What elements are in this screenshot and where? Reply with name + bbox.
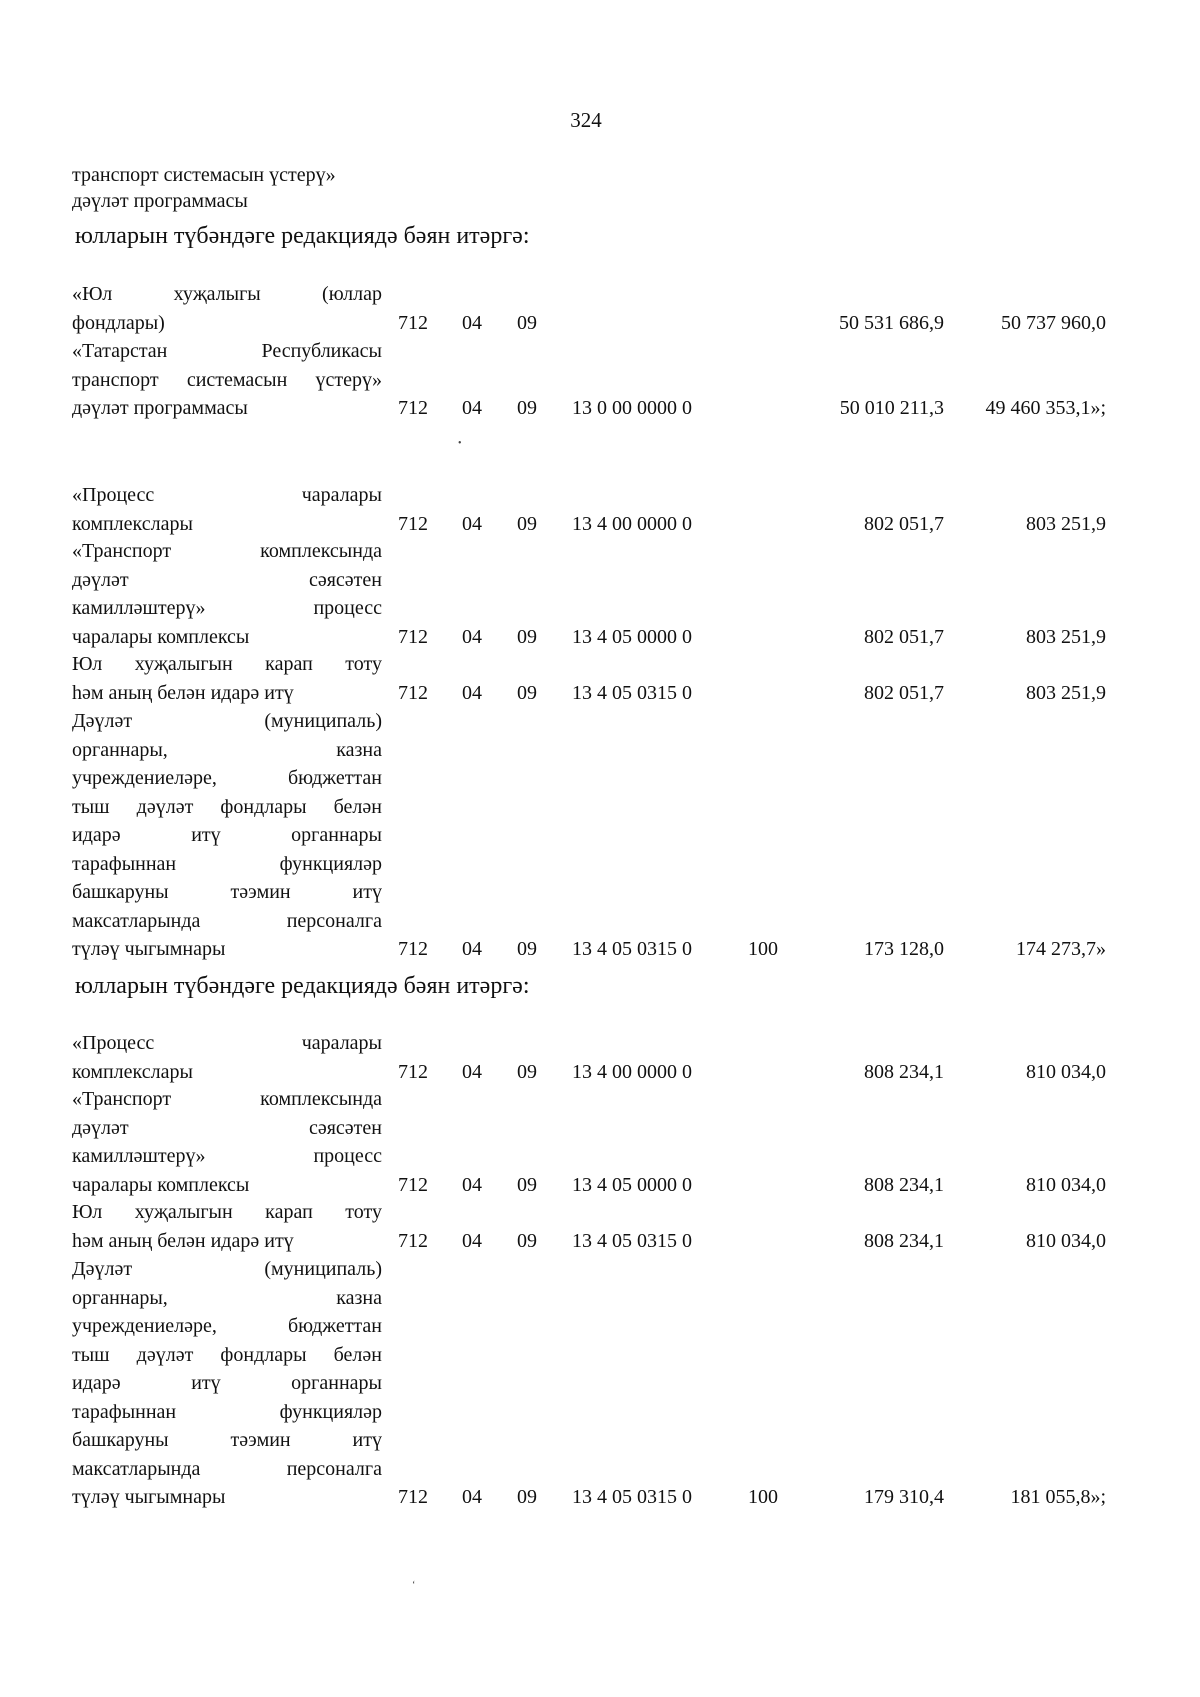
table-row (0, 481, 1200, 538)
cell-csr: 13 0 00 0000 0 (572, 397, 692, 419)
row-label (72, 1085, 382, 1199)
row-label-line: «Процесс чаралары (72, 484, 382, 506)
cell-sub: 09 (517, 397, 537, 419)
cell-v1: 802 051,7 (864, 681, 944, 704)
row-label-line: комплекслары (72, 1060, 193, 1083)
cell-v2: 49 460 353,1»; (985, 397, 1106, 419)
cell-v1: 179 310,4 (864, 1486, 944, 1508)
cell-sub: 09 (517, 311, 537, 334)
row-label (72, 650, 382, 707)
row-label-line: дәүләт сәясәтен (72, 568, 382, 591)
row-label-line: Дәүләт (муниципаль) (72, 1258, 382, 1280)
row-label-line: «Юл хуҗалыгы (юллар (72, 283, 382, 305)
cell-sec: 04 (462, 1173, 482, 1196)
cell-sec: 04 (462, 1229, 482, 1252)
cell-v2: 50 737 960,0 (1001, 311, 1106, 334)
row-label (72, 1255, 382, 1512)
row-label-line: «Транспорт комплексында (72, 540, 382, 562)
cell-adm: 712 (398, 1060, 428, 1083)
table-row (0, 1255, 1200, 1512)
cell-adm: 712 (398, 397, 428, 419)
cell-csr: 13 4 05 0315 0 (572, 938, 692, 960)
cell-csr: 13 4 05 0000 0 (572, 625, 692, 648)
cell-v2: 803 251,9 (1026, 512, 1106, 535)
cell-v2: 174 273,7» (1016, 938, 1106, 960)
cell-v1: 50 531 686,9 (839, 311, 944, 334)
row-label-line: «Татарстан Республикасы (72, 340, 382, 362)
cell-sub: 09 (517, 1173, 537, 1196)
table-row (0, 650, 1200, 707)
row-label-line: камилләштерү» процесс (72, 1145, 382, 1167)
row-label-line: органнары, казна (72, 738, 382, 761)
row-label (72, 707, 382, 964)
row-label-line: чаралары комплексы (72, 625, 250, 648)
table-row (0, 1029, 1200, 1086)
row-label (72, 1029, 382, 1086)
cell-adm: 712 (398, 512, 428, 535)
cell-sec: 04 (462, 681, 482, 704)
row-label-line: башкаруны тәэмин итү (72, 1429, 382, 1451)
section-heading-1: юлларын түбәндәге редакциядә бәян итәргә: (75, 223, 530, 249)
cell-csr: 13 4 05 0315 0 (572, 1486, 692, 1508)
cell-sec: 04 (462, 512, 482, 535)
row-label-line: идарә итү органнары (72, 824, 382, 846)
page-number: 324 (570, 108, 602, 132)
row-label-line: фондлары) (72, 311, 165, 334)
row-label-line: түләү чыгымнары (72, 938, 226, 960)
cell-sec: 04 (462, 1486, 482, 1508)
row-label-line: Юл хуҗалыгын карап тоту (72, 653, 382, 675)
row-label-line: «Процесс чаралары (72, 1032, 382, 1054)
cell-adm: 712 (398, 938, 428, 960)
row-label-line: Юл хуҗалыгын карап тоту (72, 1201, 382, 1223)
row-label-line: башкаруны тәэмин итү (72, 881, 382, 903)
table-row (0, 1085, 1200, 1199)
row-label-line: Дәүләт (муниципаль) (72, 710, 382, 732)
cell-v2: 181 055,8»; (1010, 1486, 1106, 1508)
cell-v2: 803 251,9 (1026, 681, 1106, 704)
row-label-line: учреждениеләре, бюджеттан (72, 767, 382, 789)
cell-adm: 712 (398, 1229, 428, 1252)
cell-sec: 04 (462, 311, 482, 334)
cell-sec: 04 (462, 625, 482, 648)
row-label (72, 481, 382, 538)
cell-csr: 13 4 05 0000 0 (572, 1173, 692, 1196)
scan-speck: ‘ (412, 1580, 416, 1591)
cell-csr: 13 4 00 0000 0 (572, 512, 692, 535)
row-label-line: «Транспорт комплексында (72, 1088, 382, 1110)
row-label-line: максатларында персоналга (72, 909, 382, 932)
intro-text (72, 162, 336, 214)
row-label-line: һәм аның белән идарә итү (72, 681, 294, 704)
cell-sec: 04 (462, 1060, 482, 1083)
cell-sec: 04 (462, 938, 482, 960)
table-row (0, 280, 1200, 337)
cell-v1: 50 010 211,3 (839, 397, 944, 419)
scan-speck: • (458, 438, 462, 449)
cell-sub: 09 (517, 1060, 537, 1083)
table-row (0, 337, 1200, 423)
cell-sec: 04 (462, 397, 482, 419)
cell-csr: 13 4 00 0000 0 (572, 1060, 692, 1083)
cell-csr: 13 4 05 0315 0 (572, 1229, 692, 1252)
row-label (72, 537, 382, 651)
cell-sub: 09 (517, 681, 537, 704)
table-row (0, 1198, 1200, 1255)
cell-v2: 810 034,0 (1026, 1060, 1106, 1083)
row-label-line: дәүләт программасы (72, 397, 248, 419)
table-row (0, 707, 1200, 964)
cell-sub: 09 (517, 938, 537, 960)
cell-v1: 808 234,1 (864, 1060, 944, 1083)
cell-v1: 802 051,7 (864, 625, 944, 648)
table-row (0, 537, 1200, 651)
cell-v1: 802 051,7 (864, 512, 944, 535)
cell-v2: 803 251,9 (1026, 625, 1106, 648)
cell-sub: 09 (517, 625, 537, 648)
row-label-line: тарафыннан функцияләр (72, 852, 382, 875)
cell-adm: 712 (398, 1173, 428, 1196)
cell-adm: 712 (398, 625, 428, 648)
cell-adm: 712 (398, 681, 428, 704)
row-label-line: тыш дәүләт фондлары белән (72, 1343, 382, 1366)
row-label-line: тыш дәүләт фондлары белән (72, 795, 382, 818)
cell-v2: 810 034,0 (1026, 1229, 1106, 1252)
cell-sub: 09 (517, 1229, 537, 1252)
row-label-line: идарә итү органнары (72, 1372, 382, 1394)
cell-sub: 09 (517, 512, 537, 535)
row-label-line: максатларында персоналга (72, 1457, 382, 1480)
cell-v1: 808 234,1 (864, 1229, 944, 1252)
row-label (72, 1198, 382, 1255)
row-label-line: һәм аның белән идарә итү (72, 1229, 294, 1252)
cell-sub: 09 (517, 1486, 537, 1508)
cell-v2: 810 034,0 (1026, 1173, 1106, 1196)
cell-vr: 100 (748, 938, 778, 960)
section-heading-2: юлларын түбәндәге редакциядә бәян итәргә: (75, 973, 530, 999)
cell-v1: 173 128,0 (864, 938, 944, 960)
row-label-line: дәүләт сәясәтен (72, 1116, 382, 1139)
row-label-line: учреждениеләре, бюджеттан (72, 1315, 382, 1337)
cell-vr: 100 (748, 1486, 778, 1508)
cell-adm: 712 (398, 311, 428, 334)
intro-line: транспорт системасын үстерү» (72, 164, 336, 186)
cell-csr: 13 4 05 0315 0 (572, 681, 692, 704)
row-label-line: комплекслары (72, 512, 193, 535)
row-label (72, 280, 382, 337)
cell-adm: 712 (398, 1486, 428, 1508)
row-label-line: түләү чыгымнары (72, 1486, 226, 1508)
row-label (72, 337, 382, 423)
row-label-line: органнары, казна (72, 1286, 382, 1309)
row-label-line: камилләштерү» процесс (72, 597, 382, 619)
row-label-line: тарафыннан функцияләр (72, 1400, 382, 1423)
intro-line: дәүләт программасы (72, 190, 248, 212)
row-label-line: транспорт системасын үстерү» (72, 368, 382, 391)
cell-v1: 808 234,1 (864, 1173, 944, 1196)
row-label-line: чаралары комплексы (72, 1173, 250, 1196)
